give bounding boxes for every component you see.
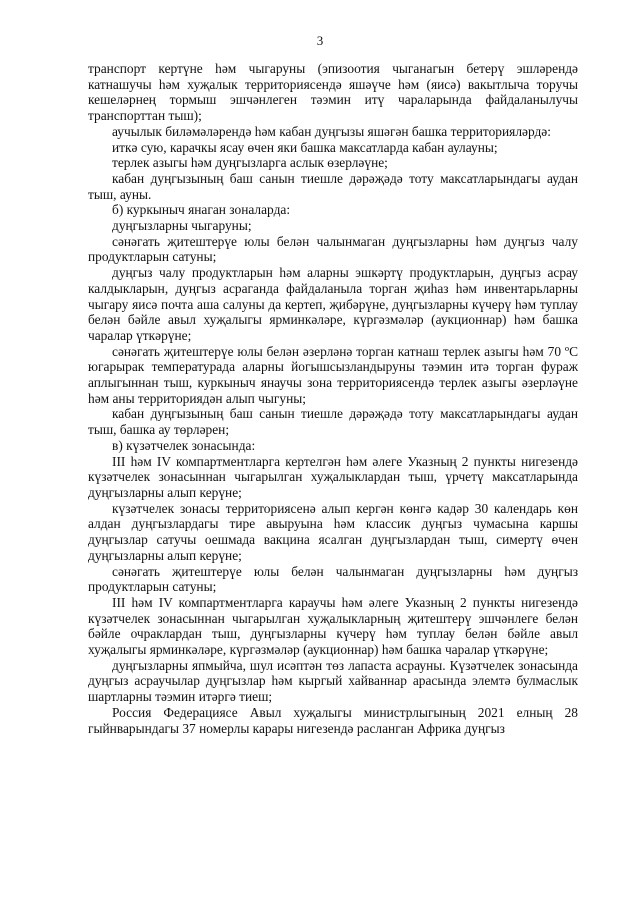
paragraph: Россия Федерациясе Авыл хуҗалыгы министрлыгының 2021 елның 28 гыйнварындагы 37 номерлы карары нигезендә расланган Африка дуңгыз: [88, 704, 578, 736]
paragraph: аучылык биләмәләрендә һәм кабан дуңгызы яшәгән башка территорияләрдә:: [112, 123, 551, 139]
paragraph: дуңгыз чалу продуктларын һәм аларны эшкәртү продуктларын, дуңгыз асрау калдыкларын, дуңгыз асраганда файдаланыла торган җиһаз һәм инвентарьларны чыгару яисә почта аша салуны да кертеп, җибәрүне, дуңгызларны күчерү һәм туплау белән бәйле авыл хуҗалыгы ярминкәләре, күргәзмәләр (аукционнар) һәм башка чаралар үткәрүне;: [88, 265, 578, 343]
paragraph: сәнәгать җитештерүе юлы белән чалынмаган дуңгызларны һәм дуңгыз чалу продуктларын сатуны;: [88, 233, 578, 265]
paragraph: III һәм IV компартментларга караучы һәм әлеге Указның 2 пункты нигезендә күзәтчелек зонасыннан чыгарылган хуҗалыкларның җитештерү эшчәнлеге белән бәйле очраклардан тыш, дуңгызларны күчерү һәм туплау белән бәйле авыл хуҗалыгы ярминкәләре, күргәзмәләр (аукционнар) һәм башка чаралар үткәрүне;: [88, 594, 578, 658]
paragraph: в) күзәтчелек зонасында:: [112, 437, 256, 453]
paragraph: терлек азыгы һәм дуңгызларга аслык өзерләүне;: [112, 155, 388, 171]
paragraph: кабан дуңгызының баш санын тиешле дәрәҗәдә тоту максатларындагы аудан тыш, башка ау төрләрен;: [88, 406, 578, 438]
paragraph: сәнәгать җитештерүе юлы белән чалынмаган дуңгызларны һәм дуңгыз продуктларын сатуны;: [88, 563, 578, 595]
paragraph: кабан дуңгызының баш санын тиешле дәрәҗәдә тоту максатларындагы аудан тыш, ауны.: [88, 170, 578, 202]
paragraph: дуңгызларны чыгаруны;: [112, 218, 252, 234]
paragraph: күзәтчелек зонасы территориясенә алып кергән көнгә кадәр 30 календарь көн алдан дуңгызлардагы тире авыруына һәм классик дуңгыз чумасына каршы дуңгызлар сатучы оешмада вакцина ясалган дуңгызлардан тыш, симертү өчен дуңгызларны алып керүне;: [88, 500, 578, 563]
page-number: 3: [316, 33, 324, 48]
document-body: [88, 61, 578, 736]
paragraph: б) куркыныч янаган зоналарда:: [112, 202, 291, 218]
paragraph: транспорт кертүне һәм чыгаруны (эпизоотия чыганагын бетерү эшләрендә катнашучы һәм хуҗалык территориясендә яшәүче һәм (яисә) вакытлыча торучы кешеләрнең тормыш эшчәнлеген тәэмин итү чараларында файдаланылучы транспорттан тыш);: [88, 61, 578, 124]
paragraph: III һәм IV компартментларга кертелгән һәм әлеге Указның 2 пункты нигезендә күзәтчелек зонасыннан чыгарылган хуҗалыклардан тыш, үрчетү максатларында дуңгызларны алып керүне;: [88, 453, 578, 500]
paragraph: дуңгызларны япмыйча, шул исәптән төз лапаста асрауны. Күзәтчелек зонасында дуңгыз асраучылар дуңгызлар һәм кыргый хайваннар арасында элемтә булмаслык шартларны тәэмин итәргә тиеш;: [88, 657, 578, 705]
paragraph: сәнәгать җитештерүе юлы белән әзерләнә торган катнаш терлек азыгы һәм 70 ºС югарырак температурада аларны йогышсызландыруны тәэмин итә торган фураж аплыгыннан тыш, куркыныч янаучы зона территориясендә терлек азыгы әзерләүне һәм аны территориядән алып чыгуны;: [88, 343, 578, 406]
paragraph: иткә сую, карачкы ясау өчен яки башка максатларда кабан аулауны;: [112, 139, 498, 155]
